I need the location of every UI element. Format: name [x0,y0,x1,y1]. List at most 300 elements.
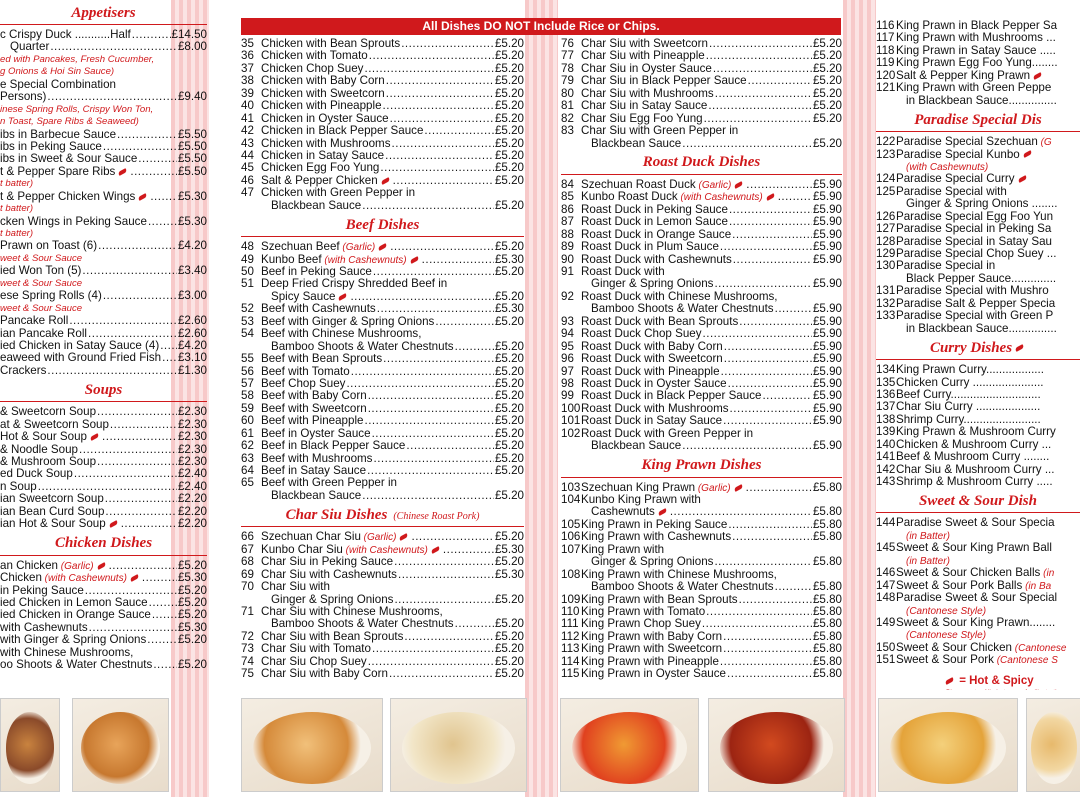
item-price: £5.80 [812,642,842,656]
item-name [896,517,1055,529]
item-number: 68 [241,555,254,569]
item-price: £5.90 [812,314,842,328]
item-name-text: Char Siu in Peking Sauce [261,555,394,569]
item-dots [82,265,177,277]
item-dots [748,75,812,87]
item-note: t batter) [0,203,34,215]
item-name [896,617,1055,629]
menu-item [876,476,1080,488]
item-number: 92 [561,289,574,303]
item-price: £2.60 [177,314,207,328]
item-name-text: Persons) [0,90,47,104]
item-name-text: Char Siu Curry .................... [896,400,1041,414]
item-number: 132 [876,296,896,310]
section-title: Curry Dishes [930,340,1026,357]
item-dots [385,150,494,162]
item-name-text: cken Wings in Peking Sauce [0,214,147,228]
dish-photo-prawn-crackers [1026,698,1080,792]
item-dots [47,365,177,377]
item-price: £5.20 [494,198,524,212]
item-price: £5.30 [177,571,207,585]
item-name-text: in Blackbean Sauce............... [906,93,1057,107]
item-name-text: King Prawn in Black Pepper Sa [896,19,1058,32]
item-number: 102 [561,426,581,440]
item-number: 56 [241,364,254,378]
item-name-text: King Prawn in Oyster Sauce [581,667,726,681]
menu-column-3 [561,0,842,690]
item-number: 48 [241,240,254,254]
item-price: £5.20 [812,74,842,88]
item-price: £3.10 [177,351,207,365]
item-variant: (Garlic) [695,179,732,191]
item-dots [406,440,494,452]
item-price: £5.30 [494,567,524,581]
item-name [261,668,388,680]
item-name [0,265,81,277]
item-dots [105,506,177,518]
item-name-text: Beef with Pineapple [261,414,364,428]
item-name-text: Roast Duck in Satay Sauce [581,414,723,428]
chili-icon [399,533,409,541]
item-number: 42 [241,124,254,138]
item-price: £5.20 [494,37,524,50]
item-price: £4.20 [177,338,207,352]
item-price: £2.30 [177,442,207,456]
item-name-text: Szechuan Roast Duck [581,177,696,191]
item-name [0,290,102,302]
item-dots [386,75,494,87]
item-name-text: Roast Duck with Pineapple [581,364,720,378]
item-name-text: Bamboo Shoots & Water Chestnuts [591,302,774,316]
item-name-text: Bamboo Shoots & Water Chestnuts [271,617,454,631]
item-price: £5.90 [812,439,842,453]
item-dots [724,341,812,353]
item-name-text: ied Won Ton (5) [0,264,82,278]
dish-photo-egg-fried-rice [390,698,527,792]
item-number: 59 [241,401,254,415]
item-name-text: Beef with Cashewnuts [261,302,376,316]
item-price: £5.20 [494,464,524,477]
item-name-text: Shrimp & Mushroom Curry ..... [896,475,1053,488]
item-name-text: Beef with Sweetcorn [261,401,367,415]
item-price: £2.30 [177,417,207,431]
item-name-text: Kunbo Roast Duck [581,190,678,204]
item-price: £5.30 [494,252,524,266]
item-number: 37 [241,61,254,75]
item-name-text: c Crispy Duck ...........Half [0,28,131,41]
chili-icon [1022,151,1032,159]
item-number: 69 [241,567,254,581]
item-name [896,323,1057,335]
item-name-text: Quarter [10,40,50,54]
item-name-text: King Prawn with Green Peppe [896,81,1052,95]
item-name-text: Beef in Oyster Sauce [261,426,371,440]
item-dots [383,353,494,365]
item-number: 131 [876,284,896,298]
item-name [896,149,1034,161]
item-number: 109 [561,592,581,606]
photo-disclaimer [876,689,1080,690]
section-title: Char Siu Dishes (Chinese Roast Pork) [285,506,480,523]
item-note: weet & Sour Sauce [0,252,83,264]
item-price: £5.20 [812,61,842,75]
item-dots [401,38,494,50]
item-price: £5.20 [812,136,842,150]
item-name-text: with Cashewnuts [0,620,88,634]
item-name [896,654,1058,667]
section-heading [561,455,842,478]
item-name [0,659,152,671]
item-dots [74,468,177,480]
item-name-text: Paradise Special Curry [896,172,1015,186]
item-name-text: Kunbo Char Siu [261,542,343,556]
item-price: £5.30 [177,214,207,228]
item-price: £5.30 [494,542,524,556]
item-number: 50 [241,265,254,278]
item-note-text: (with Cashewnuts) [906,161,989,173]
item-name-text: Beef with Mushrooms [261,451,373,465]
item-number: 65 [241,476,254,490]
item-number: 66 [241,530,254,544]
item-number: 52 [241,302,254,316]
item-name [896,592,1057,604]
chili-icon [734,181,744,189]
item-price: £5.50 [177,139,207,153]
item-name [0,216,147,228]
item-number: 115 [561,667,580,681]
item-number: 57 [241,376,254,390]
item-dots [723,631,812,643]
item-name-text: Blackbean Sauce [271,488,362,502]
item-variant: (Garlic) [58,560,94,572]
item-dots [733,254,812,266]
item-name-text: Roast Duck in Plum Sauce [581,240,719,254]
chili-icon [1017,175,1027,183]
menu-item [0,41,207,53]
column-body [241,38,524,681]
item-price: £5.90 [812,252,842,266]
dish-image [402,712,515,784]
chili-icon [108,520,118,528]
item-number: 121 [876,81,896,95]
item-number: 114 [561,654,580,668]
item-name-text: oo Shoots & Water Chestnuts [0,658,153,672]
item-name-text: Kunbo Beef [261,252,322,266]
item-price: £5.50 [177,164,207,178]
item-dots [739,594,812,606]
item-name-text: Bamboo Shoots & Water Chestnuts [271,339,454,353]
item-name-text: Chicken with Mushrooms [261,136,391,150]
item-number: 35 [241,37,254,50]
item-number: 135 [876,375,896,389]
item-dots [389,668,494,680]
item-number: 107 [561,542,581,556]
item-price: £5.80 [812,517,842,531]
item-price: £5.90 [812,414,842,428]
item-number: 111 [561,617,579,631]
menu-column-4 [876,0,1080,690]
item-price: £5.20 [494,265,524,278]
item-name [0,365,46,377]
item-price: £5.20 [177,633,207,647]
item-dots [455,618,494,630]
item-dots [392,138,494,150]
item-price: £2.40 [177,467,207,481]
item-dots [682,138,812,150]
item-price: £5.20 [494,401,524,415]
item-name-text: n Soup [0,479,37,493]
item-dots [729,204,812,216]
item-price: £5.20 [494,314,524,328]
item-variant: (G [1037,137,1052,149]
item-number: 129 [876,247,896,260]
item-variant: (in [1040,568,1055,580]
item-number: 98 [561,376,574,390]
item-dots [346,378,494,390]
item-price: £2.40 [177,479,207,493]
menu-item [0,91,207,103]
item-price: £5.80 [812,654,842,668]
item-price: £5.20 [494,136,524,150]
item-number: 58 [241,389,254,403]
item-price: £5.50 [177,127,207,141]
item-number: 76 [561,37,574,50]
item-price: £5.90 [812,215,842,229]
item-dots [435,316,494,328]
item-dots [729,216,812,228]
menu-item [876,517,1080,529]
item-name-text: Char Siu with Cashewnuts [261,567,397,581]
item-name-text: Char Siu in Oyster Sauce [581,61,712,75]
item-name-text: Char Siu with Sweetcorn [581,37,708,50]
item-price: £5.20 [177,608,207,622]
item-number: 64 [241,464,254,477]
item-dots [132,29,171,41]
item-name-text: Chicken Curry ...................... [896,375,1044,389]
item-price: £2.20 [177,517,207,531]
section-heading [876,109,1080,132]
item-number: 84 [561,177,574,191]
item-dots [732,229,812,241]
item-name [261,200,361,212]
item-number: 70 [241,580,254,594]
item-name [0,518,120,530]
section-subtitle: (Chinese Roast Pork) [393,510,480,522]
item-name [261,490,361,502]
item-number: 105 [561,517,581,531]
item-number: 49 [241,252,254,266]
item-number: 87 [561,215,574,229]
item-variant: (with Cashewnuts) [677,192,763,204]
item-number: 77 [561,49,574,63]
item-name-text: Paradise Special with Green P [896,309,1054,323]
menu-item [561,668,842,680]
item-number: 128 [876,234,896,248]
item-dots [147,634,177,646]
chili-icon [1015,344,1025,352]
item-number: 125 [876,184,896,198]
section-title: Sweet & Sour Dish [919,492,1037,509]
item-price: £5.80 [812,480,842,494]
item-price: £5.20 [177,583,207,597]
menu-item [0,365,207,377]
item-number: 99 [561,389,574,403]
item-number: 130 [876,259,896,273]
item-name-text: Roast Duck in Peking Sauce [581,202,728,216]
item-number: 79 [561,74,574,88]
item-dots [110,419,177,431]
item-number: 40 [241,99,254,113]
item-price: £5.20 [494,488,524,502]
item-number: 150 [876,640,896,654]
item-price: £5.30 [177,189,207,203]
item-name-text: Roast Duck with Bean Sprouts [581,314,739,328]
menu-column-1 [0,0,207,690]
item-name [581,440,681,452]
item-dots [422,254,494,266]
item-name-text: Chicken with Bean Sprouts [261,37,401,50]
item-variant: (with Cashewnuts) [41,573,127,585]
item-name-text: Beef with Ginger & Spring Onions [261,314,435,328]
item-price: £8.00 [177,40,207,54]
chili-icon [765,193,775,201]
item-name-text: Shrimp Curry........................ [896,412,1041,426]
item-name-text: Sweet & Sour King Prawn........ [896,615,1056,629]
item-dots [411,531,494,543]
item-price: £5.20 [494,667,524,681]
item-price: £5.20 [494,289,524,303]
item-price: £5.90 [812,240,842,254]
item-dots [372,643,494,655]
dish-photo-mixed-meat-plate [0,698,60,792]
item-price: £2.30 [177,430,207,444]
menu-item [876,323,1080,335]
menu-item [0,290,207,302]
item-dots [150,191,177,203]
menu-column-2 [241,0,524,690]
item-number: 101 [561,414,581,428]
item-name-text: Beef with Bean Sprouts [261,352,383,366]
menu-item [876,149,1080,161]
column-body [876,20,1080,690]
chili-icon [130,574,140,582]
item-name-text: Char Siu in Satay Sauce [581,99,708,113]
section-title: Roast Duck Dishes [642,154,761,171]
item-dots [369,50,494,62]
item-name [581,668,726,680]
item-name-text: Chicken with Baby Corn [261,74,385,88]
item-dots [746,179,812,191]
item-price: £5.90 [812,202,842,216]
item-name-text: Paradise Salt & Pepper Specia [896,296,1056,310]
section-title: Chicken Dishes [54,535,153,552]
item-price: £5.20 [177,595,207,609]
item-price: £5.20 [812,111,842,125]
item-number: 93 [561,314,574,328]
item-name-text: Blackbean Sauce [271,198,362,212]
item-price: £4.20 [177,239,207,253]
item-dots [730,403,812,415]
chili-icon [945,677,955,685]
item-name-text: King Prawn Egg Foo Yung........ [896,56,1058,70]
item-name-text: ibs in Sweet & Sour Sauce [0,152,138,166]
item-dots [720,656,812,668]
item-price: £5.20 [494,617,524,631]
item-note: t batter) [0,228,34,239]
item-name-text: Ginger & Spring Onions [271,592,394,606]
item-price: £3.40 [177,264,207,278]
item-name-text: ese Spring Rolls (4) [0,289,102,303]
menu-item [0,166,207,178]
item-dots [424,125,494,137]
item-name-text: with Chinese Mushrooms, [0,645,134,659]
item-price: £5.90 [812,364,842,378]
item-name-text: Szechuan Char Siu [261,530,361,544]
item-name-text: Roast Duck with [581,265,665,278]
item-number: 36 [241,49,254,63]
item-name-text: e Special Combination [0,77,117,91]
item-dots [152,609,177,621]
item-dots [775,581,812,593]
item-note: n Toast, Spare Ribs & Seaweed) [0,116,139,128]
item-name-text: Roast Duck in Lemon Sauce [581,215,728,229]
item-name-text: Beef in Satay Sauce [261,464,367,477]
item-number: 85 [561,190,574,204]
divider-stripe [525,0,558,797]
item-name-text: Char Siu Egg Foo Yung [581,111,703,125]
item-dots [109,560,177,572]
menu-item [876,95,1080,107]
item-name-text: Cashewnuts [591,505,655,519]
item-name-text: Paradise Special with Mushro [896,284,1049,298]
item-price: £2.20 [177,492,207,506]
item-name-text: King Prawn with Mushrooms ... [896,31,1056,45]
item-name-text: King Prawn with Baby Corn [581,629,723,643]
item-number: 75 [241,667,254,681]
item-number: 134 [876,363,896,377]
menu-item [0,216,207,228]
item-price: £5.20 [494,426,524,440]
item-name-text: Deep Fried Crispy Shredded Beef in [261,277,448,291]
item-name-text: ied Chicken in Satay Sauce (4) [0,338,160,352]
item-number: 133 [876,309,896,323]
item-name-text: Sweet & Sour Pork [896,653,994,667]
chili-icon [338,293,348,301]
item-price: £5.20 [494,61,524,75]
menu-item [561,138,842,150]
item-name-text: Roast Duck with Baby Corn [581,339,723,353]
item-note: ed with Pancakes, Fresh Cucumber, [0,53,155,65]
item-dots [130,166,177,178]
dish-image [1031,712,1076,784]
item-name-text: Chicken in Satay Sauce [261,148,385,162]
item-number: 39 [241,86,254,100]
item-dots [728,519,812,531]
item-name-text: t & Pepper Chicken Wings [0,189,136,203]
item-name-text: Paradise Special Szechuan [896,135,1038,149]
item-price: £5.90 [812,401,842,415]
item-price: £5.20 [494,49,524,63]
item-price: £5.20 [494,124,524,138]
item-number: 151 [876,653,896,667]
item-number: 144 [876,516,896,530]
item-name-text: ian Bean Curd Soup [0,504,105,518]
item-name-text: & Sweetcorn Soup [0,405,97,419]
item-name-text: Roast Duck in Black Pepper Sauce [581,389,762,403]
item-number: 73 [241,642,254,656]
item-dots [362,200,494,212]
item-name-text: Char Siu with Baby Corn [261,667,388,681]
